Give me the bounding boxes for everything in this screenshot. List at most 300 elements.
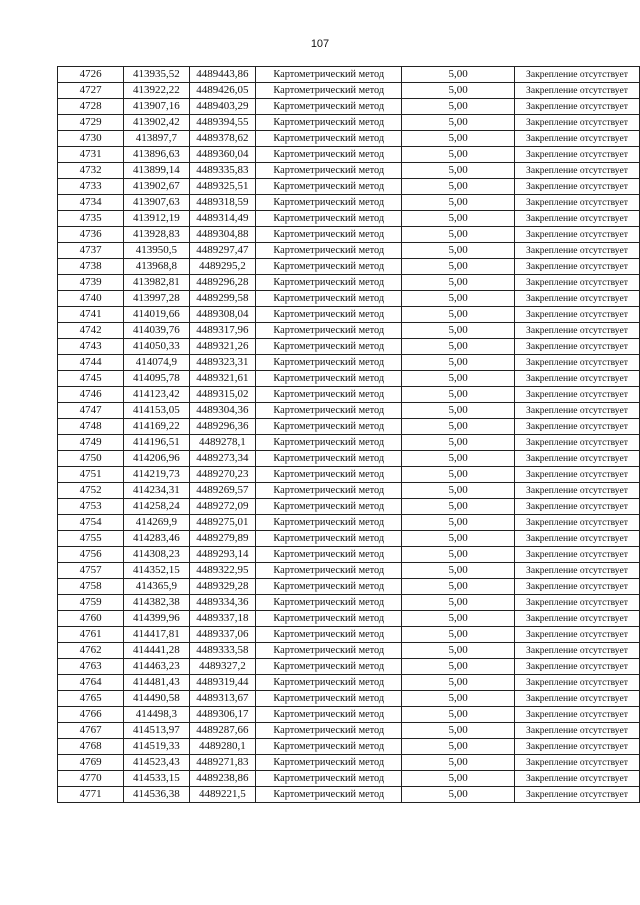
fixation-cell: Закрепление отсутствует <box>514 147 639 163</box>
table-row <box>58 355 640 371</box>
table-row <box>58 195 640 211</box>
table-row <box>58 83 640 99</box>
x-coordinate-cell: 414536,38 <box>124 787 189 803</box>
y-coordinate-cell: 4489337,06 <box>189 627 256 643</box>
y-coordinate-cell: 4489323,31 <box>189 355 256 371</box>
point-number-cell: 4729 <box>58 115 124 131</box>
x-coordinate-cell: 414169,22 <box>124 419 189 435</box>
accuracy-cell: 5,00 <box>402 659 515 675</box>
y-coordinate-cell: 4489335,83 <box>189 163 256 179</box>
table-row <box>58 739 640 755</box>
point-number-cell: 4759 <box>58 595 124 611</box>
fixation-cell: Закрепление отсутствует <box>514 83 639 99</box>
table-row <box>58 243 640 259</box>
fixation-cell: Закрепление отсутствует <box>514 515 639 531</box>
table-row <box>58 323 640 339</box>
y-coordinate-cell: 4489304,36 <box>189 403 256 419</box>
y-coordinate-cell: 4489272,09 <box>189 499 256 515</box>
point-number-cell: 4728 <box>58 99 124 115</box>
fixation-cell: Закрепление отсутствует <box>514 435 639 451</box>
fixation-cell: Закрепление отсутствует <box>514 483 639 499</box>
x-coordinate-cell: 413997,28 <box>124 291 189 307</box>
method-cell: Картометрический метод <box>256 291 402 307</box>
x-coordinate-cell: 413902,42 <box>124 115 189 131</box>
x-coordinate-cell: 413950,5 <box>124 243 189 259</box>
accuracy-cell: 5,00 <box>402 435 515 451</box>
y-coordinate-cell: 4489308,04 <box>189 307 256 323</box>
y-coordinate-cell: 4489270,23 <box>189 467 256 483</box>
accuracy-cell: 5,00 <box>402 355 515 371</box>
fixation-cell: Закрепление отсутствует <box>514 755 639 771</box>
point-number-cell: 4746 <box>58 387 124 403</box>
fixation-cell: Закрепление отсутствует <box>514 691 639 707</box>
x-coordinate-cell: 414519,33 <box>124 739 189 755</box>
y-coordinate-cell: 4489273,34 <box>189 451 256 467</box>
fixation-cell: Закрепление отсутствует <box>514 787 639 803</box>
point-number-cell: 4750 <box>58 451 124 467</box>
fixation-cell: Закрепление отсутствует <box>514 595 639 611</box>
x-coordinate-cell: 414417,81 <box>124 627 189 643</box>
fixation-cell: Закрепление отсутствует <box>514 451 639 467</box>
method-cell: Картометрический метод <box>256 323 402 339</box>
point-number-cell: 4751 <box>58 467 124 483</box>
y-coordinate-cell: 4489337,18 <box>189 611 256 627</box>
y-coordinate-cell: 4489271,83 <box>189 755 256 771</box>
accuracy-cell: 5,00 <box>402 579 515 595</box>
y-coordinate-cell: 4489275,01 <box>189 515 256 531</box>
accuracy-cell: 5,00 <box>402 739 515 755</box>
y-coordinate-cell: 4489321,61 <box>189 371 256 387</box>
method-cell: Картометрический метод <box>256 547 402 563</box>
accuracy-cell: 5,00 <box>402 259 515 275</box>
accuracy-cell: 5,00 <box>402 467 515 483</box>
table-row <box>58 579 640 595</box>
point-number-cell: 4742 <box>58 323 124 339</box>
accuracy-cell: 5,00 <box>402 563 515 579</box>
table-row <box>58 499 640 515</box>
table-row <box>58 627 640 643</box>
fixation-cell: Закрепление отсутствует <box>514 131 639 147</box>
method-cell: Картометрический метод <box>256 163 402 179</box>
x-coordinate-cell: 414399,96 <box>124 611 189 627</box>
table-row <box>58 435 640 451</box>
method-cell: Картометрический метод <box>256 627 402 643</box>
x-coordinate-cell: 414283,46 <box>124 531 189 547</box>
point-number-cell: 4767 <box>58 723 124 739</box>
fixation-cell: Закрепление отсутствует <box>514 339 639 355</box>
point-number-cell: 4740 <box>58 291 124 307</box>
table-row <box>58 163 640 179</box>
accuracy-cell: 5,00 <box>402 595 515 611</box>
accuracy-cell: 5,00 <box>402 643 515 659</box>
method-cell: Картометрический метод <box>256 723 402 739</box>
point-number-cell: 4741 <box>58 307 124 323</box>
accuracy-cell: 5,00 <box>402 723 515 739</box>
fixation-cell: Закрепление отсутствует <box>514 403 639 419</box>
point-number-cell: 4737 <box>58 243 124 259</box>
point-number-cell: 4749 <box>58 435 124 451</box>
x-coordinate-cell: 414365,9 <box>124 579 189 595</box>
method-cell: Картометрический метод <box>256 147 402 163</box>
table-row <box>58 419 640 435</box>
coordinates-table-body <box>58 67 640 803</box>
table-row <box>58 387 640 403</box>
x-coordinate-cell: 413896,63 <box>124 147 189 163</box>
table-row <box>58 595 640 611</box>
fixation-cell: Закрепление отсутствует <box>514 227 639 243</box>
accuracy-cell: 5,00 <box>402 403 515 419</box>
x-coordinate-cell: 413902,67 <box>124 179 189 195</box>
accuracy-cell: 5,00 <box>402 611 515 627</box>
point-number-cell: 4771 <box>58 787 124 803</box>
point-number-cell: 4753 <box>58 499 124 515</box>
x-coordinate-cell: 414050,33 <box>124 339 189 355</box>
accuracy-cell: 5,00 <box>402 515 515 531</box>
fixation-cell: Закрепление отсутствует <box>514 467 639 483</box>
x-coordinate-cell: 414533,15 <box>124 771 189 787</box>
x-coordinate-cell: 413912,19 <box>124 211 189 227</box>
fixation-cell: Закрепление отсутствует <box>514 627 639 643</box>
x-coordinate-cell: 414382,38 <box>124 595 189 611</box>
method-cell: Картометрический метод <box>256 707 402 723</box>
fixation-cell: Закрепление отсутствует <box>514 659 639 675</box>
point-number-cell: 4760 <box>58 611 124 627</box>
point-number-cell: 4731 <box>58 147 124 163</box>
method-cell: Картометрический метод <box>256 83 402 99</box>
method-cell: Картометрический метод <box>256 771 402 787</box>
accuracy-cell: 5,00 <box>402 675 515 691</box>
coordinates-table <box>57 66 640 803</box>
fixation-cell: Закрепление отсутствует <box>514 611 639 627</box>
table-row <box>58 483 640 499</box>
fixation-cell: Закрепление отсутствует <box>514 115 639 131</box>
point-number-cell: 4739 <box>58 275 124 291</box>
method-cell: Картометрический метод <box>256 275 402 291</box>
point-number-cell: 4770 <box>58 771 124 787</box>
fixation-cell: Закрепление отсутствует <box>514 195 639 211</box>
point-number-cell: 4730 <box>58 131 124 147</box>
table-row <box>58 755 640 771</box>
point-number-cell: 4748 <box>58 419 124 435</box>
y-coordinate-cell: 4489287,66 <box>189 723 256 739</box>
table-row <box>58 67 640 83</box>
method-cell: Картометрический метод <box>256 195 402 211</box>
y-coordinate-cell: 4489306,17 <box>189 707 256 723</box>
x-coordinate-cell: 413907,63 <box>124 195 189 211</box>
fixation-cell: Закрепление отсутствует <box>514 723 639 739</box>
y-coordinate-cell: 4489297,47 <box>189 243 256 259</box>
table-row <box>58 131 640 147</box>
accuracy-cell: 5,00 <box>402 755 515 771</box>
fixation-cell: Закрепление отсутствует <box>514 675 639 691</box>
y-coordinate-cell: 4489269,57 <box>189 483 256 499</box>
y-coordinate-cell: 4489313,67 <box>189 691 256 707</box>
fixation-cell: Закрепление отсутствует <box>514 307 639 323</box>
x-coordinate-cell: 414352,15 <box>124 563 189 579</box>
point-number-cell: 4763 <box>58 659 124 675</box>
method-cell: Картометрический метод <box>256 387 402 403</box>
method-cell: Картометрический метод <box>256 211 402 227</box>
point-number-cell: 4726 <box>58 67 124 83</box>
table-row <box>58 307 640 323</box>
x-coordinate-cell: 413968,8 <box>124 259 189 275</box>
method-cell: Картометрический метод <box>256 499 402 515</box>
accuracy-cell: 5,00 <box>402 163 515 179</box>
fixation-cell: Закрепление отсутствует <box>514 211 639 227</box>
x-coordinate-cell: 414074,9 <box>124 355 189 371</box>
fixation-cell: Закрепление отсутствует <box>514 547 639 563</box>
accuracy-cell: 5,00 <box>402 195 515 211</box>
table-row <box>58 515 640 531</box>
y-coordinate-cell: 4489443,86 <box>189 67 256 83</box>
point-number-cell: 4745 <box>58 371 124 387</box>
point-number-cell: 4757 <box>58 563 124 579</box>
method-cell: Картометрический метод <box>256 595 402 611</box>
accuracy-cell: 5,00 <box>402 531 515 547</box>
accuracy-cell: 5,00 <box>402 771 515 787</box>
y-coordinate-cell: 4489280,1 <box>189 739 256 755</box>
accuracy-cell: 5,00 <box>402 99 515 115</box>
accuracy-cell: 5,00 <box>402 243 515 259</box>
x-coordinate-cell: 413907,16 <box>124 99 189 115</box>
accuracy-cell: 5,00 <box>402 707 515 723</box>
fixation-cell: Закрепление отсутствует <box>514 67 639 83</box>
method-cell: Картометрический метод <box>256 131 402 147</box>
method-cell: Картометрический метод <box>256 99 402 115</box>
fixation-cell: Закрепление отсутствует <box>514 579 639 595</box>
point-number-cell: 4765 <box>58 691 124 707</box>
table-row <box>58 675 640 691</box>
method-cell: Картометрический метод <box>256 227 402 243</box>
y-coordinate-cell: 4489426,05 <box>189 83 256 99</box>
y-coordinate-cell: 4489360,04 <box>189 147 256 163</box>
point-number-cell: 4735 <box>58 211 124 227</box>
table-row <box>58 451 640 467</box>
y-coordinate-cell: 4489321,26 <box>189 339 256 355</box>
x-coordinate-cell: 414219,73 <box>124 467 189 483</box>
table-row <box>58 771 640 787</box>
table-row <box>58 99 640 115</box>
x-coordinate-cell: 414153,05 <box>124 403 189 419</box>
x-coordinate-cell: 413935,52 <box>124 67 189 83</box>
y-coordinate-cell: 4489333,58 <box>189 643 256 659</box>
point-number-cell: 4761 <box>58 627 124 643</box>
table-row <box>58 339 640 355</box>
fixation-cell: Закрепление отсутствует <box>514 643 639 659</box>
y-coordinate-cell: 4489403,29 <box>189 99 256 115</box>
fixation-cell: Закрепление отсутствует <box>514 371 639 387</box>
point-number-cell: 4755 <box>58 531 124 547</box>
table-row <box>58 211 640 227</box>
accuracy-cell: 5,00 <box>402 131 515 147</box>
accuracy-cell: 5,00 <box>402 547 515 563</box>
table-row <box>58 275 640 291</box>
fixation-cell: Закрепление отсутствует <box>514 291 639 307</box>
method-cell: Картометрический метод <box>256 419 402 435</box>
method-cell: Картометрический метод <box>256 611 402 627</box>
table-row <box>58 179 640 195</box>
fixation-cell: Закрепление отсутствует <box>514 531 639 547</box>
x-coordinate-cell: 413897,7 <box>124 131 189 147</box>
table-row <box>58 291 640 307</box>
y-coordinate-cell: 4489318,59 <box>189 195 256 211</box>
accuracy-cell: 5,00 <box>402 83 515 99</box>
x-coordinate-cell: 414308,23 <box>124 547 189 563</box>
y-coordinate-cell: 4489293,14 <box>189 547 256 563</box>
point-number-cell: 4732 <box>58 163 124 179</box>
method-cell: Картометрический метод <box>256 483 402 499</box>
method-cell: Картометрический метод <box>256 739 402 755</box>
accuracy-cell: 5,00 <box>402 211 515 227</box>
method-cell: Картометрический метод <box>256 643 402 659</box>
fixation-cell: Закрепление отсутствует <box>514 275 639 291</box>
x-coordinate-cell: 414258,24 <box>124 499 189 515</box>
method-cell: Картометрический метод <box>256 355 402 371</box>
method-cell: Картометрический метод <box>256 115 402 131</box>
x-coordinate-cell: 414095,78 <box>124 371 189 387</box>
point-number-cell: 4743 <box>58 339 124 355</box>
accuracy-cell: 5,00 <box>402 419 515 435</box>
x-coordinate-cell: 414481,43 <box>124 675 189 691</box>
table-row <box>58 531 640 547</box>
y-coordinate-cell: 4489279,89 <box>189 531 256 547</box>
y-coordinate-cell: 4489378,62 <box>189 131 256 147</box>
method-cell: Картометрический метод <box>256 179 402 195</box>
method-cell: Картометрический метод <box>256 579 402 595</box>
y-coordinate-cell: 4489238,86 <box>189 771 256 787</box>
fixation-cell: Закрепление отсутствует <box>514 323 639 339</box>
point-number-cell: 4766 <box>58 707 124 723</box>
table-row <box>58 691 640 707</box>
table-row <box>58 467 640 483</box>
method-cell: Картометрический метод <box>256 259 402 275</box>
y-coordinate-cell: 4489295,2 <box>189 259 256 275</box>
fixation-cell: Закрепление отсутствует <box>514 387 639 403</box>
x-coordinate-cell: 414123,42 <box>124 387 189 403</box>
fixation-cell: Закрепление отсутствует <box>514 179 639 195</box>
accuracy-cell: 5,00 <box>402 291 515 307</box>
point-number-cell: 4736 <box>58 227 124 243</box>
y-coordinate-cell: 4489325,51 <box>189 179 256 195</box>
point-number-cell: 4754 <box>58 515 124 531</box>
y-coordinate-cell: 4489329,28 <box>189 579 256 595</box>
table-row <box>58 723 640 739</box>
point-number-cell: 4734 <box>58 195 124 211</box>
y-coordinate-cell: 4489296,28 <box>189 275 256 291</box>
x-coordinate-cell: 414234,31 <box>124 483 189 499</box>
fixation-cell: Закрепление отсутствует <box>514 163 639 179</box>
accuracy-cell: 5,00 <box>402 323 515 339</box>
x-coordinate-cell: 413922,22 <box>124 83 189 99</box>
fixation-cell: Закрепление отсутствует <box>514 563 639 579</box>
x-coordinate-cell: 414498,3 <box>124 707 189 723</box>
y-coordinate-cell: 4489315,02 <box>189 387 256 403</box>
table-row <box>58 115 640 131</box>
x-coordinate-cell: 414269,9 <box>124 515 189 531</box>
table-row <box>58 659 640 675</box>
x-coordinate-cell: 414523,43 <box>124 755 189 771</box>
y-coordinate-cell: 4489278,1 <box>189 435 256 451</box>
method-cell: Картометрический метод <box>256 67 402 83</box>
accuracy-cell: 5,00 <box>402 275 515 291</box>
fixation-cell: Закрепление отсутствует <box>514 99 639 115</box>
accuracy-cell: 5,00 <box>402 147 515 163</box>
accuracy-cell: 5,00 <box>402 115 515 131</box>
y-coordinate-cell: 4489319,44 <box>189 675 256 691</box>
method-cell: Картометрический метод <box>256 243 402 259</box>
fixation-cell: Закрепление отсутствует <box>514 499 639 515</box>
table-row <box>58 611 640 627</box>
y-coordinate-cell: 4489296,36 <box>189 419 256 435</box>
accuracy-cell: 5,00 <box>402 227 515 243</box>
fixation-cell: Закрепление отсутствует <box>514 707 639 723</box>
accuracy-cell: 5,00 <box>402 307 515 323</box>
x-coordinate-cell: 413982,81 <box>124 275 189 291</box>
accuracy-cell: 5,00 <box>402 483 515 499</box>
method-cell: Картометрический метод <box>256 307 402 323</box>
x-coordinate-cell: 414039,76 <box>124 323 189 339</box>
accuracy-cell: 5,00 <box>402 691 515 707</box>
method-cell: Картометрический метод <box>256 787 402 803</box>
accuracy-cell: 5,00 <box>402 67 515 83</box>
accuracy-cell: 5,00 <box>402 627 515 643</box>
table-row <box>58 643 640 659</box>
method-cell: Картометрический метод <box>256 467 402 483</box>
y-coordinate-cell: 4489322,95 <box>189 563 256 579</box>
accuracy-cell: 5,00 <box>402 787 515 803</box>
point-number-cell: 4764 <box>58 675 124 691</box>
point-number-cell: 4758 <box>58 579 124 595</box>
accuracy-cell: 5,00 <box>402 451 515 467</box>
point-number-cell: 4738 <box>58 259 124 275</box>
x-coordinate-cell: 414196,51 <box>124 435 189 451</box>
point-number-cell: 4733 <box>58 179 124 195</box>
method-cell: Картометрический метод <box>256 403 402 419</box>
y-coordinate-cell: 4489221,5 <box>189 787 256 803</box>
x-coordinate-cell: 414441,28 <box>124 643 189 659</box>
fixation-cell: Закрепление отсутствует <box>514 243 639 259</box>
y-coordinate-cell: 4489327,2 <box>189 659 256 675</box>
accuracy-cell: 5,00 <box>402 387 515 403</box>
x-coordinate-cell: 413928,83 <box>124 227 189 243</box>
fixation-cell: Закрепление отсутствует <box>514 419 639 435</box>
y-coordinate-cell: 4489317,96 <box>189 323 256 339</box>
accuracy-cell: 5,00 <box>402 371 515 387</box>
x-coordinate-cell: 413899,14 <box>124 163 189 179</box>
table-row <box>58 403 640 419</box>
x-coordinate-cell: 414463,23 <box>124 659 189 675</box>
table-row <box>58 787 640 803</box>
table-row <box>58 563 640 579</box>
point-number-cell: 4747 <box>58 403 124 419</box>
accuracy-cell: 5,00 <box>402 179 515 195</box>
point-number-cell: 4756 <box>58 547 124 563</box>
point-number-cell: 4727 <box>58 83 124 99</box>
method-cell: Картометрический метод <box>256 339 402 355</box>
fixation-cell: Закрепление отсутствует <box>514 739 639 755</box>
accuracy-cell: 5,00 <box>402 339 515 355</box>
table-row <box>58 147 640 163</box>
y-coordinate-cell: 4489394,55 <box>189 115 256 131</box>
method-cell: Картометрический метод <box>256 563 402 579</box>
table-row <box>58 547 640 563</box>
point-number-cell: 4752 <box>58 483 124 499</box>
fixation-cell: Закрепление отсутствует <box>514 771 639 787</box>
table-row <box>58 259 640 275</box>
point-number-cell: 4769 <box>58 755 124 771</box>
method-cell: Картометрический метод <box>256 659 402 675</box>
table-row <box>58 227 640 243</box>
